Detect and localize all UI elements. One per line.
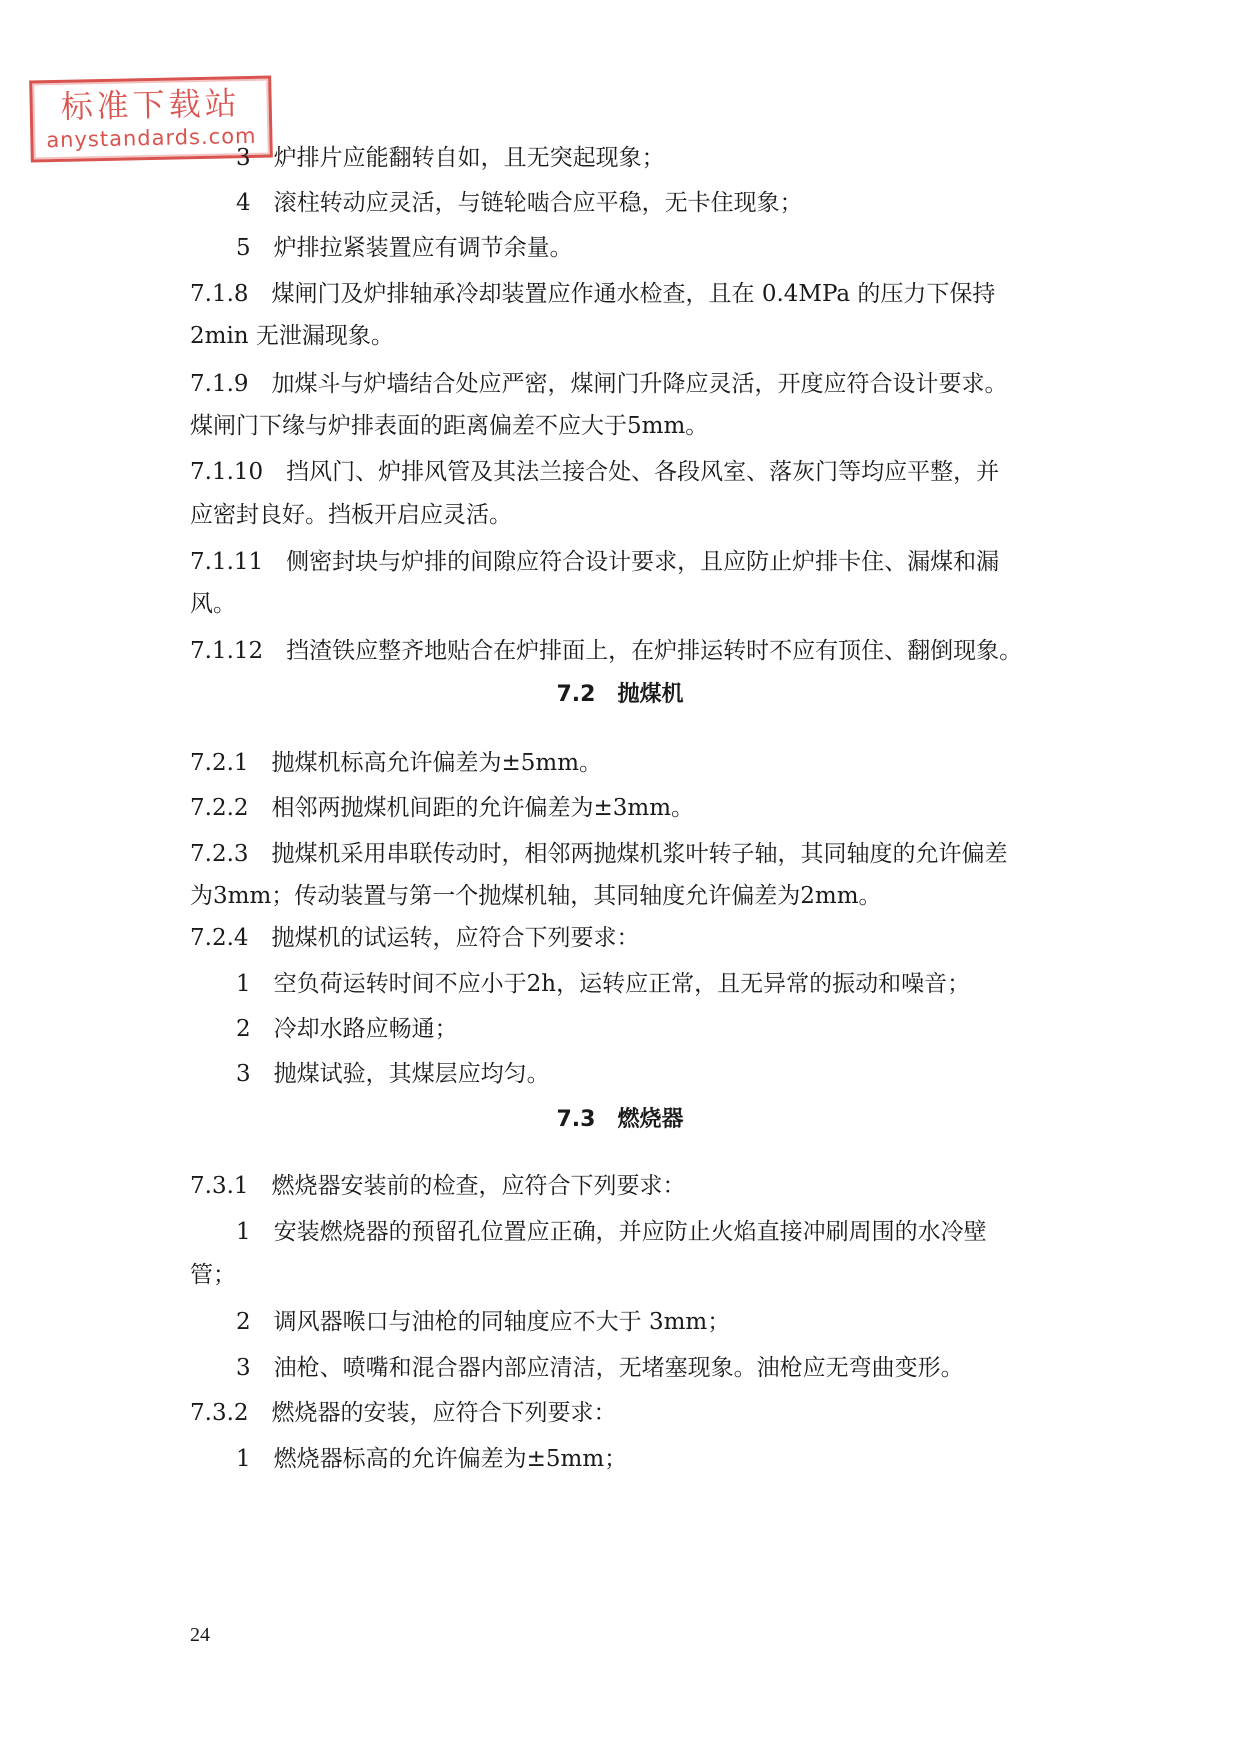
list-item: 3 油枪、喷嘴和混合器内部应清洁，无堵塞现象。油枪应无弯曲变形。 xyxy=(236,1355,964,1381)
page-number: 24 xyxy=(190,1624,210,1646)
clause-text: 7.1.9 加煤斗与炉墙结合处应严密，煤闸门升降应灵活，开度应符合设计要求。 xyxy=(190,371,1008,397)
clause-text: 7.3.1 燃烧器安装前的检查，应符合下列要求： xyxy=(190,1173,686,1199)
clause-text: 7.2.4 抛煤机的试运转，应符合下列要求： xyxy=(190,925,640,951)
stamp-site: anystandards.com xyxy=(46,123,257,153)
list-item: 3 抛煤试验，其煤层应均匀。 xyxy=(236,1061,550,1087)
clause-text: 风。 xyxy=(190,591,236,617)
list-item: 1 燃烧器标高的允许偏差为±5mm； xyxy=(236,1446,628,1472)
clause-text: 7.2.3 抛煤机采用串联传动时，相邻两抛煤机浆叶转子轴，其同轴度的允许偏差 xyxy=(190,841,1008,867)
list-item: 2 冷却水路应畅通； xyxy=(236,1016,458,1042)
clause-text: 应密封良好。挡板开启应灵活。 xyxy=(190,502,512,528)
section-heading-7-2: 7.2 抛煤机 xyxy=(556,682,684,707)
clause-text: 7.3.2 燃烧器的安装，应符合下列要求： xyxy=(190,1400,617,1426)
clause-text: 7.1.11 侧密封块与炉排的间隙应符合设计要求，且应防止炉排卡住、漏煤和漏 xyxy=(190,549,1000,575)
clause-text: 7.1.10 挡风门、炉排风管及其法兰接合处、各段风室、落灰门等均应平整，并 xyxy=(190,459,1000,485)
list-item: 1 安装燃烧器的预留孔位置应正确，并应防止火焰直接冲刷周围的水冷壁 xyxy=(236,1219,987,1245)
clause-text: 7.1.8 煤闸门及炉排轴承冷却装置应作通水检查，且在 0.4MPa 的压力下保持 xyxy=(190,281,996,307)
section-heading-7-3: 7.3 燃烧器 xyxy=(556,1107,684,1132)
list-item: 3 炉排片应能翻转自如，且无突起现象； xyxy=(236,145,665,171)
list-item: 2 调风器喉口与油枪的同轴度应不大于 3mm； xyxy=(236,1309,731,1335)
clause-text: 为3mm；传动装置与第一个抛煤机轴，其同轴度允许偏差为2mm。 xyxy=(190,883,882,909)
list-item: 1 空负荷运转时间不应小于2h，运转应正常，且无异常的振动和噪音； xyxy=(236,971,971,997)
list-item: 5 炉排拉紧装置应有调节余量。 xyxy=(236,235,573,261)
list-item: 4 滚柱转动应灵活，与链轮啮合应平稳，无卡住现象； xyxy=(236,190,803,216)
clause-text: 煤闸门下缘与炉排表面的距离偏差不应大于5mm。 xyxy=(190,413,709,439)
stamp-title: 标准下载站 xyxy=(60,84,242,126)
clause-text: 2min 无泄漏现象。 xyxy=(190,323,394,349)
clause-text: 7.2.1 抛煤机标高允许偏差为±5mm。 xyxy=(190,750,603,776)
clause-text: 管； xyxy=(190,1262,236,1288)
clause-text: 7.1.12 挡渣铁应整齐地贴合在炉排面上，在炉排运转时不应有顶住、翻倒现象。 xyxy=(190,638,1023,664)
clause-text: 7.2.2 相邻两抛煤机间距的允许偏差为±3mm。 xyxy=(190,795,695,821)
